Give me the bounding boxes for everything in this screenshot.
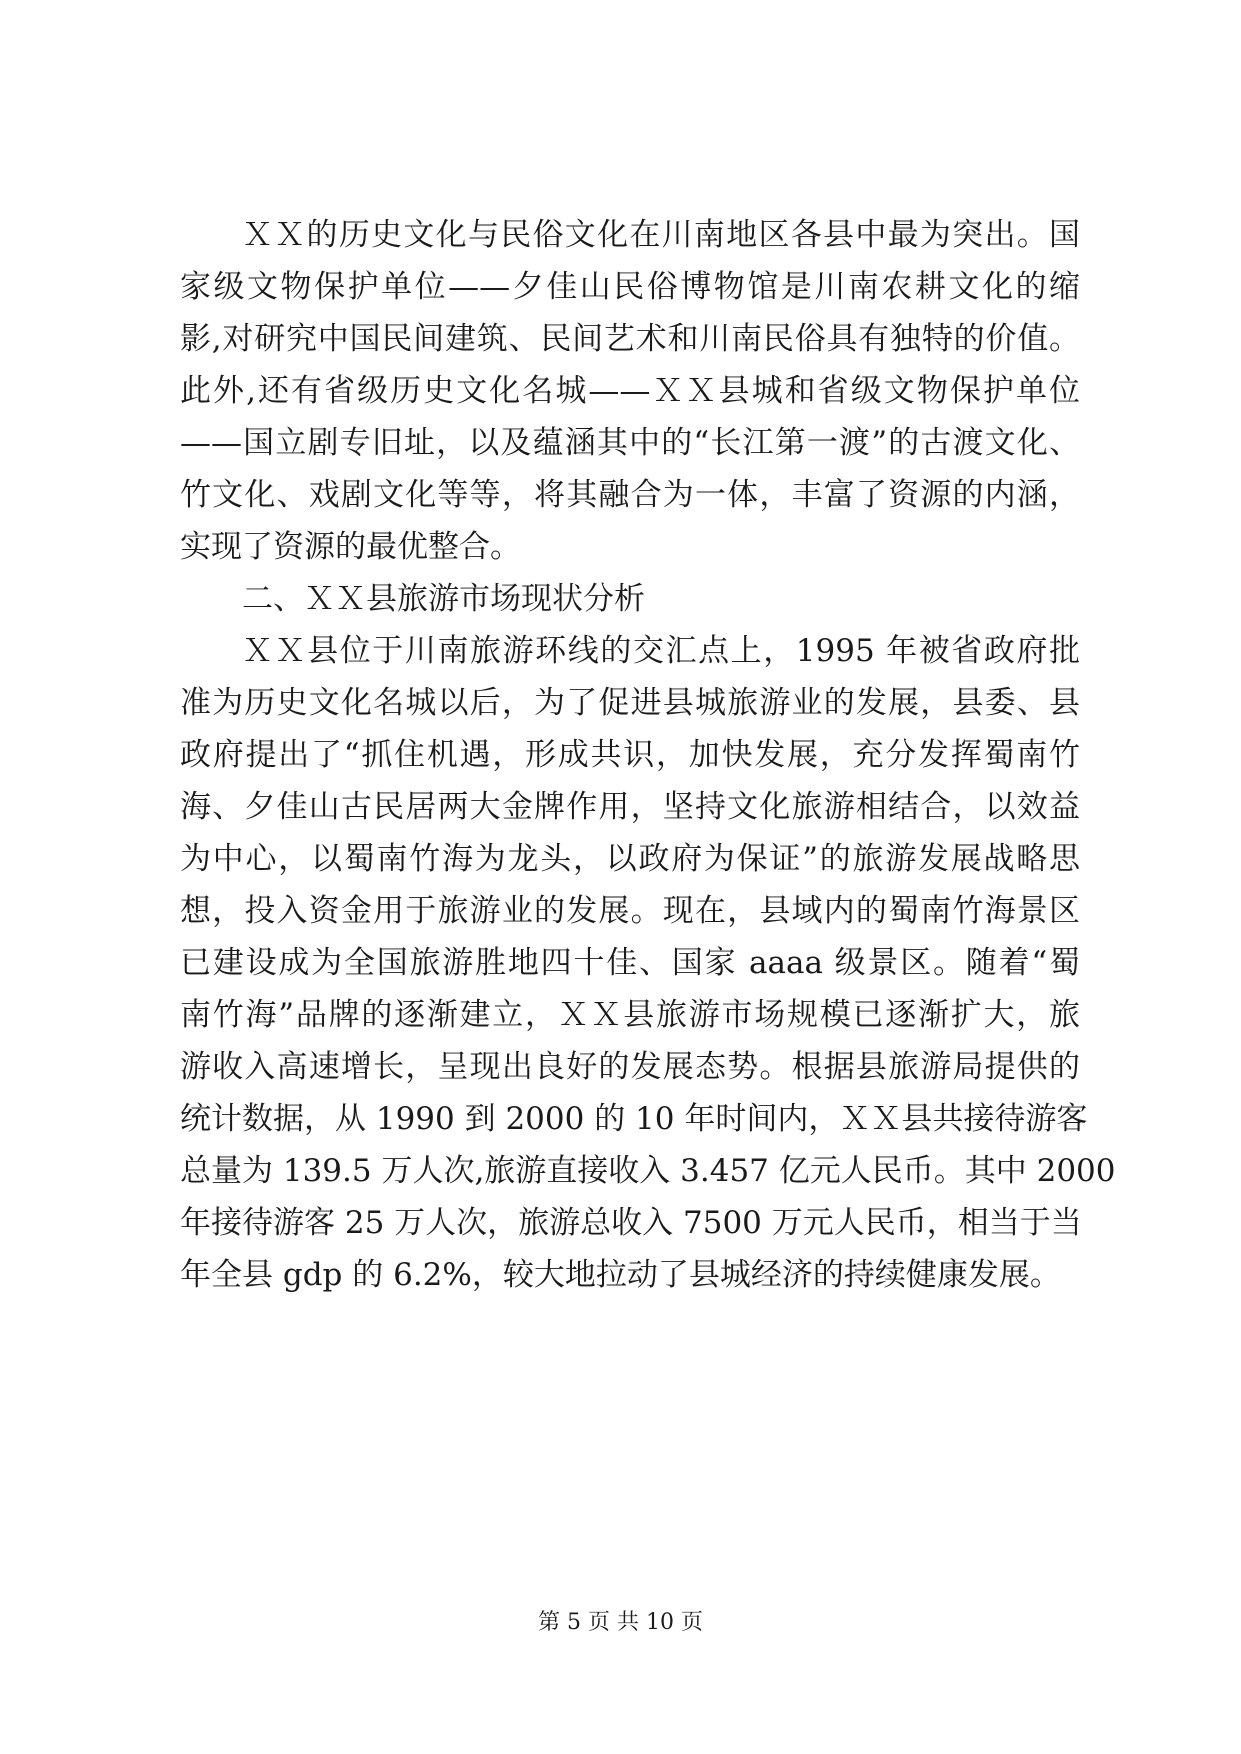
- paragraph-2-line-13: 年全县 gdp 的 6.2%，较大地拉动了县城经济的持续健康发展。: [180, 1257, 1061, 1293]
- paragraph-2-line-8: 南竹海”品牌的逐渐建立，ＸＸ县旅游市场规模已逐渐扩大，旅: [180, 997, 1080, 1033]
- paragraph-2-line-1: ＸＸ县位于川南旅游环线的交汇点上，1995 年被省政府批: [242, 633, 1080, 669]
- page-footer: 第 5 页 共 10 页: [538, 1610, 703, 1635]
- paragraph-1-line-2: 家级文物保护单位——夕佳山民俗博物馆是川南农耕文化的缩: [180, 269, 1080, 305]
- paragraph-2-line-10: 统计数据，从 1990 到 2000 的 10 年时间内，ＸＸ县共接待游客: [180, 1101, 1088, 1137]
- paragraph-1-line-4: 此外,还有省级历史文化名城——ＸＸ县城和省级文物保护单位: [180, 373, 1080, 409]
- paragraph-2-line-6: 想，投入资金用于旅游业的发展。现在，县域内的蜀南竹海景区: [180, 893, 1080, 929]
- paragraph-1-line-1: ＸＸ的历史文化与民俗文化在川南地区各县中最为突出。国: [242, 217, 1080, 253]
- paragraph-2-line-12: 年接待游客 25 万人次，旅游总收入 7500 万元人民币，相当于当: [180, 1205, 1082, 1241]
- paragraph-1-line-5: ——国立剧专旧址，以及蕴涵其中的“长江第一渡”的古渡文化、: [180, 425, 1080, 461]
- paragraph-1-line-6: 竹文化、戏剧文化等等，将其融合为一体，丰富了资源的内涵，: [180, 477, 1080, 513]
- paragraph-2-line-3: 政府提出了“抓住机遇，形成共识，加快发展，充分发挥蜀南竹: [180, 737, 1080, 773]
- paragraph-2-line-2: 准为历史文化名城以后，为了促进县城旅游业的发展，县委、县: [180, 685, 1080, 721]
- paragraph-2-line-9: 游收入高速增长，呈现出良好的发展态势。根据县旅游局提供的: [180, 1049, 1080, 1085]
- paragraph-2-line-5: 为中心，以蜀南竹海为龙头，以政府为保证”的旅游发展战略思: [180, 841, 1080, 877]
- paragraph-1-line-7: 实现了资源的最优整合。: [180, 529, 521, 565]
- paragraph-2-line-4: 海、夕佳山古民居两大金牌作用，坚持文化旅游相结合，以效益: [180, 789, 1080, 825]
- section-heading: 二、ＸＸ县旅游市场现状分析: [242, 581, 645, 617]
- paragraph-1-line-3: 影,对研究中国民间建筑、民间艺术和川南民俗具有独特的价值。: [180, 321, 1080, 357]
- paragraph-2-line-7: 已建设成为全国旅游胜地四十佳、国家 aaaa 级景区。随着“蜀: [180, 945, 1080, 981]
- paragraph-2-line-11: 总量为 139.5 万人次,旅游直接收入 3.457 亿元人民币。其中 2000: [180, 1153, 1116, 1189]
